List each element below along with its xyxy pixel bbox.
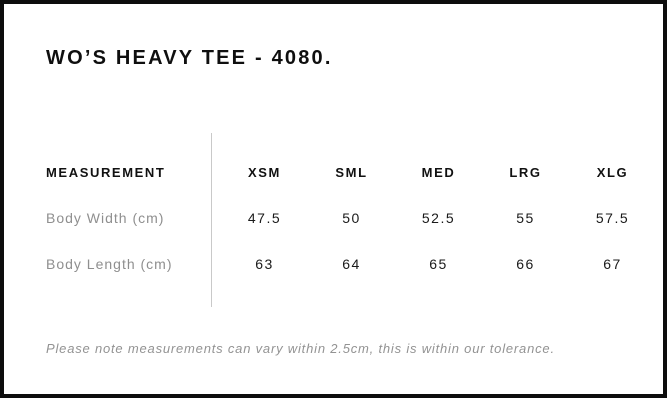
measurement-value: 47.5 xyxy=(247,210,282,226)
table-row-body-length xyxy=(46,241,656,287)
row-label-body-length: Body Length (cm) xyxy=(46,256,173,272)
column-header-measurement: MEASUREMENT xyxy=(46,164,166,180)
measurement-value: 64 xyxy=(342,256,361,272)
column-header-lrg: LRG xyxy=(509,164,542,180)
measurement-value: 66 xyxy=(516,256,535,272)
column-header-xsm: XSM xyxy=(248,164,281,180)
measurement-value: 65 xyxy=(429,256,448,272)
measurement-value: 50 xyxy=(342,210,361,226)
column-header-sml: SML xyxy=(335,164,368,180)
table-row-body-width xyxy=(46,195,656,241)
measurement-value: 55 xyxy=(516,210,535,226)
measurement-value: 52.5 xyxy=(421,210,456,226)
measurement-value: 57.5 xyxy=(595,210,630,226)
measurement-value: 67 xyxy=(603,256,622,272)
table-divider xyxy=(211,133,212,307)
measurement-value: 63 xyxy=(255,256,274,272)
column-header-xlg: XLG xyxy=(596,164,629,180)
table-header-row xyxy=(46,149,656,195)
row-label-body-width: Body Width (cm) xyxy=(46,210,165,226)
size-chart-table xyxy=(46,133,656,307)
column-header-med: MED xyxy=(421,164,456,180)
page-title: WO’S HEAVY TEE - 4080. xyxy=(46,47,333,69)
tolerance-note: Please note measurements can vary within 2.5cm, this is within our tolerance. xyxy=(46,341,555,356)
